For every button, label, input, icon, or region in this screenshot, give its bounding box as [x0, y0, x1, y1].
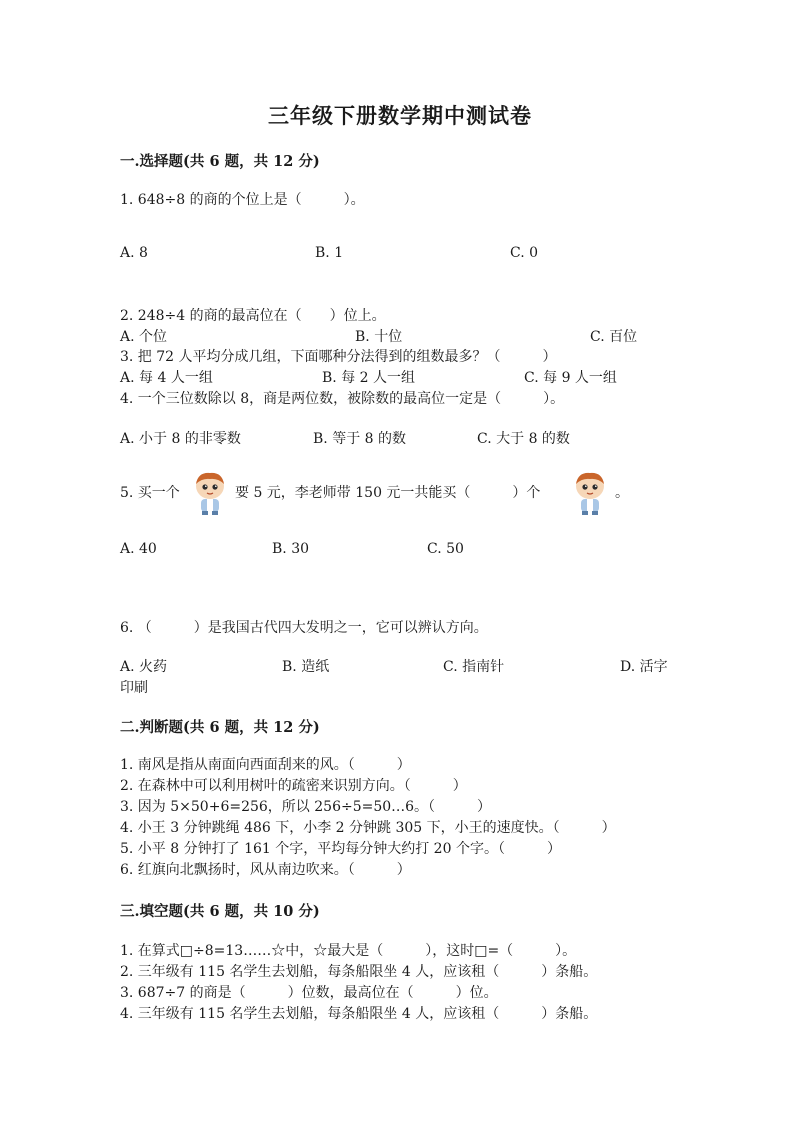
option-c: C. 每 9 人一组: [524, 370, 617, 386]
fill-blank-item: 2. 三年级有 115 名学生去划船，每条船限坐 4 人，应该租（ ）条船。: [120, 964, 598, 980]
question-stem-part: 要 5 元，李老师带 150 元一共能买（ ）个: [235, 485, 541, 501]
option-c: C. 指南针: [443, 659, 505, 675]
judgement-item: 5. 小平 8 分钟打了 161 个字，平均每分钟大约打 20 个字。（ ）: [120, 841, 561, 857]
option-c: C. 百位: [590, 329, 638, 345]
question-stem: 3. 把 72 人平均分成几组，下面哪种分法得到的组数最多？（ ）: [120, 349, 557, 365]
option-b: B. 每 2 人一组: [322, 370, 415, 386]
section-heading-choice: 一.选择题(共 6 题，共 12 分): [120, 153, 320, 170]
boy-doll-icon: [188, 470, 232, 516]
section-heading-fill-blank: 三.填空题(共 6 题，共 10 分): [120, 903, 320, 920]
option-a: A. 火药: [120, 659, 168, 675]
option-d-continuation: 印刷: [120, 680, 148, 696]
option-b: B. 30: [272, 541, 310, 557]
option-d: D. 活字: [620, 659, 668, 675]
question-stem: 6. （ ）是我国古代四大发明之一，它可以辨认方向。: [120, 620, 488, 636]
option-a: A. 每 4 人一组: [120, 370, 213, 386]
option-b: B. 造纸: [282, 659, 330, 675]
judgement-item: 1. 南风是指从南面向西面刮来的风。（ ）: [120, 757, 411, 773]
option-a: A. 个位: [120, 329, 168, 345]
option-c: C. 50: [427, 541, 464, 557]
option-a: A. 8: [120, 245, 148, 261]
question-stem: 1. 648÷8 的商的个位上是（ ）。: [120, 192, 365, 208]
judgement-item: 6. 红旗向北飘扬时，风从南边吹来。（ ）: [120, 862, 411, 878]
fill-blank-item: 3. 687÷7 的商是（ ）位数，最高位在（ ）位。: [120, 985, 498, 1001]
question-stem-part: 。: [615, 485, 629, 501]
option-c: C. 大于 8 的数: [477, 431, 570, 447]
question-stem-part: 5. 买一个: [120, 485, 180, 501]
option-a: A. 小于 8 的非零数: [120, 431, 241, 447]
option-c: C. 0: [510, 245, 539, 261]
section-heading-judgement: 二.判断题(共 6 题，共 12 分): [120, 719, 320, 736]
judgement-item: 2. 在森林中可以利用树叶的疏密来识别方向。（ ）: [120, 778, 467, 794]
question-stem: 2. 248÷4 的商的最高位在（ ）位上。: [120, 308, 386, 324]
question-stem: 4. 一个三位数除以 8，商是两位数，被除数的最高位一定是（ ）。: [120, 391, 565, 407]
option-b: B. 1: [315, 245, 344, 261]
page-title: 三年级下册数学期中测试卷: [268, 103, 532, 128]
option-b: B. 等于 8 的数: [313, 431, 406, 447]
fill-blank-item: 4. 三年级有 115 名学生去划船，每条船限坐 4 人，应该租（ ）条船。: [120, 1006, 598, 1022]
option-b: B. 十位: [355, 329, 403, 345]
judgement-item: 3. 因为 5×50+6=256，所以 256÷5=50…6。（ ）: [120, 799, 492, 815]
option-a: A. 40: [120, 541, 157, 557]
fill-blank-item: 1. 在算式□÷8=13……☆中，☆最大是（ ），这时□=（ ）。: [120, 943, 577, 959]
judgement-item: 4. 小王 3 分钟跳绳 486 下，小李 2 分钟跳 305 下，小王的速度快。（ ）: [120, 820, 616, 836]
boy-doll-icon: [568, 470, 612, 516]
